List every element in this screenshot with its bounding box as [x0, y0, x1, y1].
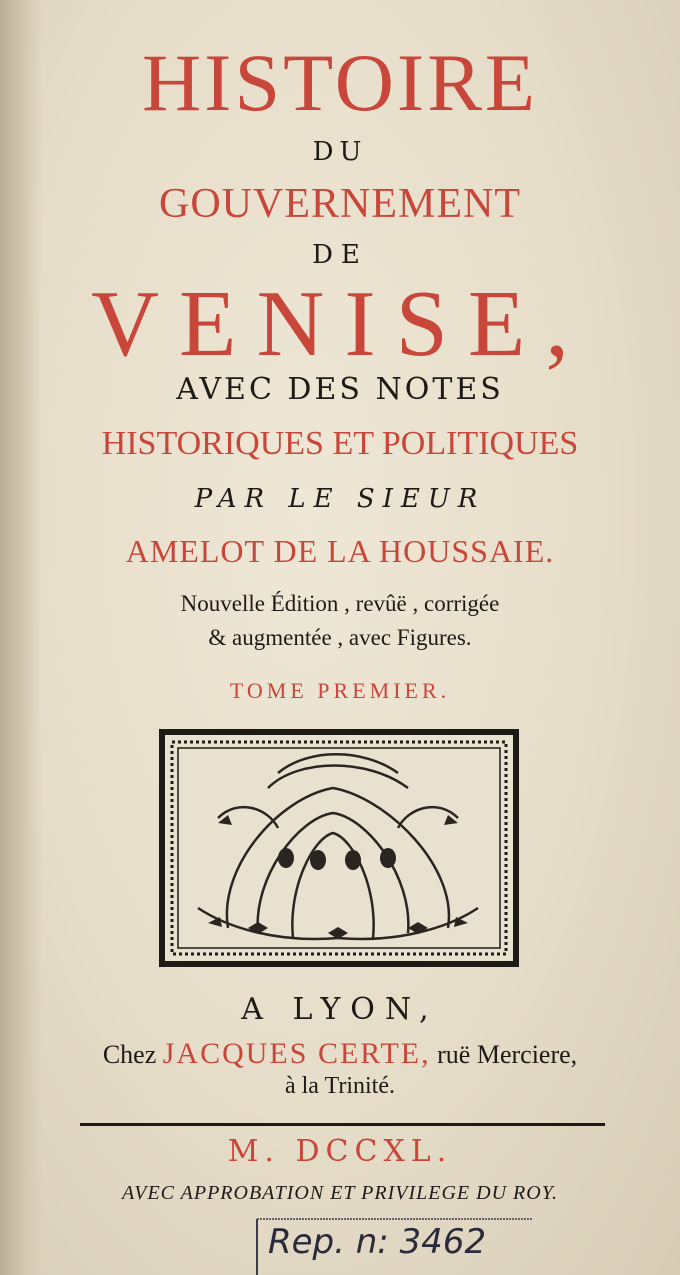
title-de: DE	[312, 240, 368, 270]
imprint-street: ruë Merciere,	[437, 1040, 578, 1069]
imprint-printer: JACQUES CERTE,	[162, 1037, 431, 1070]
imprint-sign: à la Trinité.	[284, 1073, 395, 1099]
title-gouvernement: GOUVERNEMENT	[159, 181, 521, 227]
imprint-chez: Chez	[102, 1040, 157, 1069]
author-intro: PAR LE SIEUR	[194, 484, 486, 514]
subtitle-avec-des-notes: AVEC DES NOTES	[176, 372, 504, 407]
edition-note-line2: & augmentée , avec Figures.	[208, 625, 472, 650]
title-du: DU	[312, 137, 368, 167]
subtitle-historiques: HISTORIQUES ET POLITIQUES	[101, 425, 579, 462]
volume-label: TOME PREMIER.	[229, 678, 451, 703]
imprint-date: M. DCCXL.	[227, 1134, 453, 1169]
printers-ornament-vignette	[158, 728, 520, 968]
privilege-statement: AVEC APPROBATION ET PRIVILEGE DU ROY.	[122, 1182, 558, 1204]
handwritten-shelfmark: Rep. n: 3462	[268, 1222, 487, 1262]
imprint-city: A LYON,	[241, 992, 439, 1027]
author-name: AMELOT DE LA HOUSSAIE.	[125, 533, 555, 569]
edition-note-line1: Nouvelle Édition , revûë , corrigée	[180, 591, 500, 616]
horizontal-rule	[80, 1123, 605, 1126]
title-venise: VENISE,	[91, 272, 589, 376]
imprint-printer-line	[0, 1037, 680, 1071]
title-histoire: HISTOIRE	[141, 37, 539, 128]
